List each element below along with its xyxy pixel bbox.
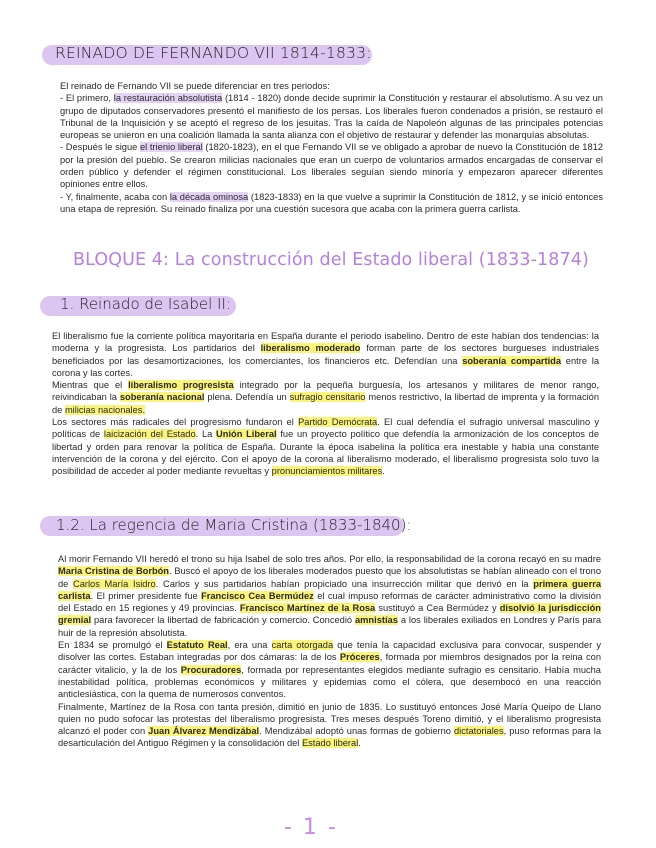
section1-paragraph-1: El liberalismo fue la corriente política mayoritaria en España durante el periodo isabelino. Dentro de este habían dos tendencias: la moderna y la progresista. Los partidarios del liberalismo moderado forman parte de los sectores burgueses industriales beneficiados por las desamortizaciones, los comerciantes, los financieros etc. Defendían una soberanía compartida entre la corona y las cortes. [52, 331, 600, 378]
section2-paragraph-1: Al morir Fernando VII heredó el trono su hija Isabel de solo tres años. Por ello, la responsabilidad de la corona recayó en su madre Maria Cristina de Borbón. Buscó el apoyo de los liberales moderados puesto que los absolutistas se habían alineado con el trono de Carlos María Isidro. Carlos y sus partidarios habían propiciado una insurrección militar que derivó en la primera guerra carlista. El primer presidente fue Francisco Cea Bermúdez el cual impuso reformas de carácter administrativo como la división del Estado en 15 regiones y 49 provincias. Francisco Martínez de la Rosa sustituyó a Cea Bermúdez y disolvió la jurisdicción gremial para favorecer la libertad de fabricación y comercio. Concedió amnistías a los liberales exiliados en Londres y París para huir de la represión absolutista. [58, 554, 601, 638]
intro-period-1: - El primero, la restauración absolutista (1814 - 1820) donde decide suprimir la Constitución y restaurar el absolutismo. A su vez un grupo de diputados conservadores presentó el manifiesto de los persas. Los liberales fueron condenados a prisión, se restauró el Tribunal de la Inquisición y se aceptó el regreso de los jesuitas. Tras la caída de Napoleón algunas de las principales potencias europeas se unieron en una coalición llamada la santa alianza con el objetivo de restaurar y defender las monarquías absolutas. [60, 93, 603, 141]
section1-paragraph-3: Los sectores más radicales del progresismo fundaron el Partido Demócrata. El cual defendía el sufragio universal masculino y políticas de laicización del Estado. La Unión Liberal fue un proyecto político que defendía la armonización de los conceptos de libertad y orden para renovar la política de España. Durante la época isabelina la política era inestable y había una constante intervención de la corona y del ejército. Con el apoyo de la corona al liberalismo moderado, el liberalismo progresista solo tuvo la posibilidad de acceder al poder mediante revueltas y pronunciamientos militares. [52, 417, 599, 477]
section1-body [52, 330, 599, 478]
intro-paragraph [60, 80, 603, 215]
page-number: - 1 - [284, 815, 338, 840]
section2-paragraph-2: En 1834 se promulgó el Estatuto Real, era una carta otorgada que tenía la capacidad exclusiva para convocar, suspender y disolver las cortes. Estaban integradas por dos cámaras: la de los Próceres, formada por miembros designados por la reina con carácter vitalicio, y la de los Procuradores, formada por representantes elegidos mediante sufragio es censitario. Había mucha inestabilidad política, problemas económicos y militares y epidemias como el cólera, que desembocó en una reacción anticlesiástica, con la quema de numerosos conventos. [58, 640, 601, 700]
section1-heading: 1. Reinado de Isabel II: [60, 295, 231, 313]
section1-paragraph-2: Mientras que el liberalismo progresista integrado por la pequeña burguesía, los artesanos y militares de menor rango, reivindicaban la soberanía nacional plena. Defendía un sufragio censitario menos restrictivo, la libertad de imprenta y la formación de milicias nacionales. [52, 380, 600, 415]
section2-body [58, 553, 601, 750]
section2-paragraph-3: Finalmente, Martínez de la Rosa con tanta presión, dimitió en junio de 1835. Lo sustituyó entonces José María Queipo de Llano quien no pudo sofocar las protestas del liberalismo progresista. Tres meses después Toreno dimitió, y el liberalismo progresista alcanzó el poder con Juan Álvarez Mendizábal. Mendizábal adoptó unas formas de gobierno dictatoriales, puso reformas para la desarticulación del Antiguo Régimen y la consolidación del Estado liberal. [58, 701, 601, 749]
intro-period-2: - Después le sigue el trienio liberal (1820-1823), en el que Fernando VII se ve obligado a aprobar de nuevo la Constitución de 1812 por la presión del pueblo. Se crearon milicias nacionales que eran un cuerpo de voluntarios armados encargadas de conservar el orden público y defender el régimen constitucional. Los liberales seguían siendo minoría y empezaron aparecer diferentes opiniones entre ellos. [60, 142, 603, 190]
intro-period-3: - Y, finalmente, acaba con la década ominosa (1823-1833) en la que vuelve a suprimir la Constitución de 1812, y se inició entonces una etapa de represión. Su reinado finaliza por una cuestión sucesora que acaba con la primera guerra carlista. [60, 191, 603, 214]
page-title: REINADO DE FERNANDO VII 1814-1833: [55, 44, 372, 62]
intro-line: El reinado de Fernando VII se puede diferenciar en tres periodos: [60, 81, 330, 91]
bloque-title: BLOQUE 4: La construcción del Estado liberal (1833-1874) [73, 250, 589, 270]
section2-heading: 1.2. La regencia de Maria Cristina (1833-1840): [56, 516, 412, 534]
